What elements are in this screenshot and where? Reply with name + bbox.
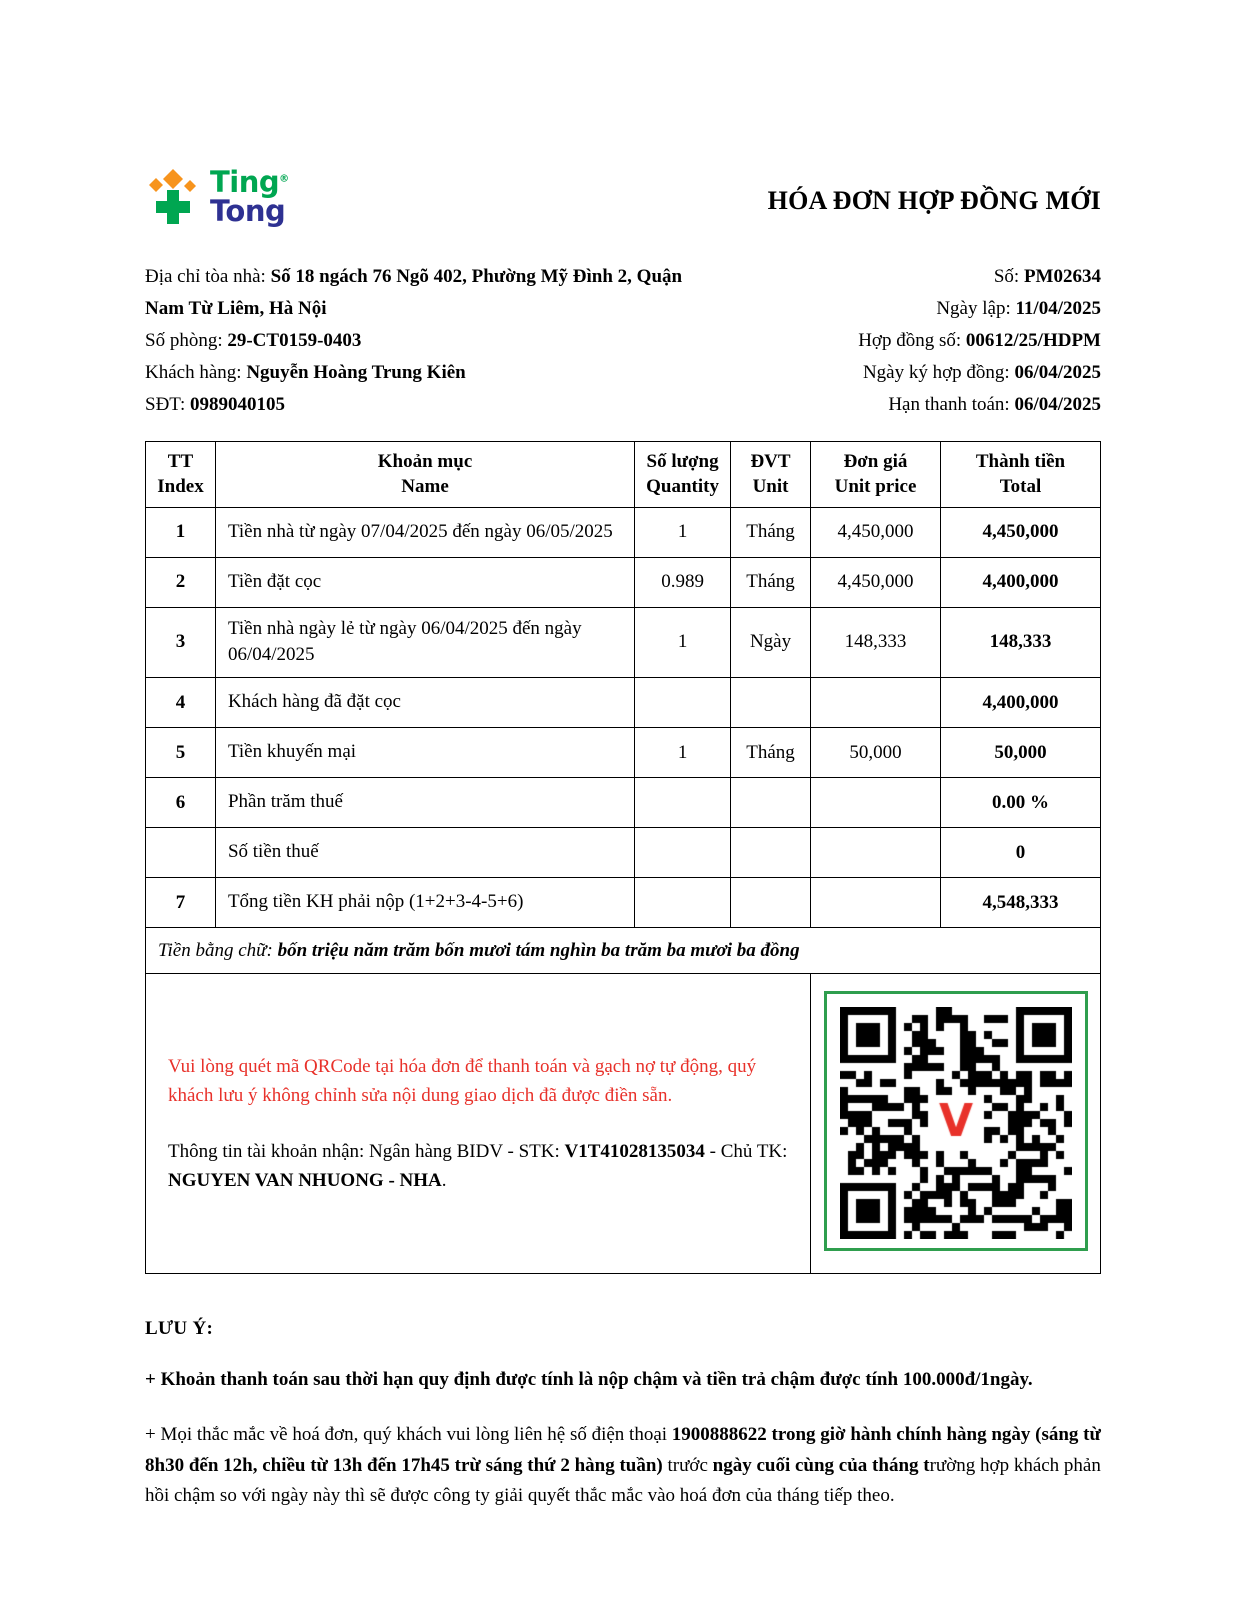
total-cell: 4,400,000 <box>940 678 1100 728</box>
items-table <box>145 441 1101 1274</box>
unit-cell: Tháng <box>731 557 811 607</box>
item-name-cell: Tiền nhà từ ngày 07/04/2025 đến ngày 06/05/2025 <box>215 507 634 557</box>
row-index-cell <box>146 828 216 878</box>
unit-cell: Ngày <box>731 607 811 677</box>
contract-number-row <box>721 325 1101 357</box>
customer-name-label: Khách hàng: <box>145 361 242 383</box>
header-name: Khoản mục Name <box>215 441 634 507</box>
item-name-cell: Tổng tiền KH phải nộp (1+2+3-4-5+6) <box>215 878 634 928</box>
qr-payment-notice: Vui lòng quét mã QRCode tại hóa đơn để thanh toán và gạch nợ tự động, quý khách lưu ý không chỉnh sửa nội dung giao dịch đã được điền sẵn. <box>168 1055 757 1107</box>
unit-cell <box>731 778 811 828</box>
account-info-period: . <box>441 1169 447 1191</box>
payment-due-value: 06/04/2025 <box>1014 393 1101 415</box>
note-contact <box>145 1420 1101 1511</box>
logo-tong-text: Tong <box>210 194 286 228</box>
payment-due-row <box>721 389 1101 421</box>
unit-cell <box>731 878 811 928</box>
phone-row <box>145 389 690 421</box>
header-unit: ĐVT Unit <box>731 441 811 507</box>
note-segment: + Mọi thắc mắc về hoá đơn, quý khách vui lòng liên hệ số điện thoại <box>145 1424 672 1446</box>
table-row <box>146 878 1101 928</box>
unit-price-cell <box>811 828 941 878</box>
info-section <box>145 261 1101 421</box>
tingtong-logo-icon <box>145 168 201 233</box>
table-row <box>146 607 1101 677</box>
item-name-cell: Số tiền thuế <box>215 828 634 878</box>
room-number-label: Số phòng: <box>145 329 223 351</box>
payment-row <box>146 974 1101 1274</box>
note-segment: rường hợp khách phản hồi chậm so với ngày này thì sẽ được công ty giải quyết thắc mắc vào hoá đơn của tháng tiếp theo. <box>145 1454 1101 1507</box>
tingtong-logo-text <box>210 165 289 228</box>
issue-date-value: 11/04/2025 <box>1015 297 1101 319</box>
unit-price-cell: 148,333 <box>811 607 941 677</box>
contract-sign-date-row <box>721 357 1101 389</box>
notes-section <box>145 1318 1101 1512</box>
quantity-cell: 0.989 <box>635 557 731 607</box>
item-name-cell: Tiền đặt cọc <box>215 557 634 607</box>
total-cell: 148,333 <box>940 607 1100 677</box>
qr-code <box>824 991 1088 1251</box>
table-row <box>146 728 1101 778</box>
invoice-number-label: Số: <box>993 266 1020 287</box>
table-row <box>146 828 1101 878</box>
note-late-payment-text: + Khoản thanh toán sau thời hạn quy định được tính là nộp chậm và tiền trả chậm được tính 100.000đ/1ngày. <box>145 1369 1033 1390</box>
qr-cell <box>811 974 1101 1274</box>
row-index-cell: 2 <box>146 557 216 607</box>
quantity-cell: 1 <box>635 507 731 557</box>
row-index-cell: 5 <box>146 728 216 778</box>
item-name-cell: Phần trăm thuế <box>215 778 634 828</box>
contract-sign-date-value: 06/04/2025 <box>1014 361 1101 383</box>
info-left-column <box>145 261 690 421</box>
qr-code-canvas <box>840 1007 1072 1239</box>
phone-label: SĐT: <box>145 393 186 415</box>
row-index-cell: 7 <box>146 878 216 928</box>
amount-in-words-row <box>146 928 1101 974</box>
row-index-cell: 4 <box>146 678 216 728</box>
total-cell: 0.00 % <box>940 778 1100 828</box>
note-segment-deadline: ngày cuối cùng của tháng t <box>712 1454 930 1476</box>
room-number-value: 29-CT0159-0403 <box>227 329 362 351</box>
note-segment: trước <box>662 1454 713 1476</box>
quantity-cell <box>635 878 731 928</box>
quantity-cell <box>635 828 731 878</box>
header-quantity: Số lượng Quantity <box>635 441 731 507</box>
invoice-number-value: PM02634 <box>1023 266 1101 287</box>
unit-price-cell: 4,450,000 <box>811 507 941 557</box>
account-label: Thông tin tài khoản nhận: Ngân hàng BIDV - STK: <box>168 1140 565 1162</box>
table-row <box>146 778 1101 828</box>
payment-info-inner <box>168 990 788 1257</box>
account-info <box>168 1137 788 1196</box>
row-index-cell: 6 <box>146 778 216 828</box>
unit-price-cell <box>811 778 941 828</box>
unit-cell: Tháng <box>731 728 811 778</box>
unit-cell: Tháng <box>731 507 811 557</box>
header-unit-price: Đơn giá Unit price <box>811 441 941 507</box>
total-cell: 4,450,000 <box>940 507 1100 557</box>
building-address-label: Địa chỉ tòa nhà: <box>145 266 266 287</box>
invoice-title: HÓA ĐƠN HỢP ĐỒNG MỚI <box>767 186 1101 215</box>
room-number-row <box>145 325 690 357</box>
total-cell: 0 <box>940 828 1100 878</box>
info-right-column <box>721 261 1101 421</box>
customer-name-row <box>145 357 690 389</box>
item-name-cell: Tiền nhà ngày lẻ từ ngày 06/04/2025 đến ngày 06/04/2025 <box>215 607 634 677</box>
item-name-cell: Tiền khuyến mại <box>215 728 634 778</box>
unit-price-cell <box>811 678 941 728</box>
unit-cell <box>731 678 811 728</box>
quantity-cell: 1 <box>635 728 731 778</box>
payment-info-cell <box>146 974 811 1274</box>
amount-in-words-cell <box>146 928 1101 974</box>
tingtong-logo <box>145 165 289 233</box>
unit-price-cell: 50,000 <box>811 728 941 778</box>
quantity-cell <box>635 678 731 728</box>
issue-date-row <box>721 293 1101 325</box>
invoice-number-row <box>721 261 1101 293</box>
account-holder-label: - Chủ TK: <box>704 1140 788 1162</box>
account-holder-name: NGUYEN VAN NHUONG - NHA <box>168 1169 442 1191</box>
total-cell: 4,400,000 <box>940 557 1100 607</box>
registered-mark: ® <box>279 173 289 185</box>
phone-value: 0989040105 <box>189 393 285 415</box>
amount-in-words-value: bốn triệu năm trăm bốn mươi tám nghìn ba trăm ba mươi ba đồng <box>277 939 800 961</box>
quantity-cell <box>635 778 731 828</box>
total-cell: 4,548,333 <box>940 878 1100 928</box>
payment-due-label: Hạn thanh toán: <box>888 393 1010 415</box>
total-cell: 50,000 <box>940 728 1100 778</box>
note-late-payment <box>145 1365 1101 1395</box>
header-total: Thành tiền Total <box>940 441 1100 507</box>
invoice-header <box>145 165 1101 233</box>
unit-cell <box>731 828 811 878</box>
note-segment-hotline: 1900888622 trong giờ hành chính hàng ngày (sáng từ 8h30 đến 12h, chiều từ 13h đến 17h45 trừ sáng thứ 2 hàng tuần) <box>145 1424 1101 1476</box>
building-address-value: Số 18 ngách 76 Ngõ 402, Phường Mỹ Đình 2, Quận Nam Từ Liêm, Hà Nội <box>145 266 683 319</box>
table-row <box>146 678 1101 728</box>
table-row <box>146 507 1101 557</box>
row-index-cell: 1 <box>146 507 216 557</box>
header-index: TT Index <box>146 441 216 507</box>
notes-title: LƯU Ý: <box>145 1318 214 1339</box>
contract-number-label: Hợp đồng số: <box>858 329 962 351</box>
table-header-row <box>146 441 1101 507</box>
row-index-cell: 3 <box>146 607 216 677</box>
logo-ting-text: Ting® <box>210 165 289 199</box>
amount-in-words-label: Tiền bằng chữ: <box>158 939 273 961</box>
invoice-content <box>145 165 1101 1512</box>
table-row <box>146 557 1101 607</box>
item-name-cell: Khách hàng đã đặt cọc <box>215 678 634 728</box>
issue-date-label: Ngày lập: <box>936 297 1011 319</box>
customer-name-value: Nguyễn Hoàng Trung Kiên <box>246 361 466 383</box>
contract-sign-date-label: Ngày ký hợp đồng: <box>862 361 1010 383</box>
unit-price-cell: 4,450,000 <box>811 557 941 607</box>
contract-number-value: 00612/25/HDPM <box>965 329 1101 351</box>
quantity-cell: 1 <box>635 607 731 677</box>
unit-price-cell <box>811 878 941 928</box>
building-address-row <box>145 261 690 325</box>
account-number: V1T41028135034 <box>564 1140 705 1162</box>
